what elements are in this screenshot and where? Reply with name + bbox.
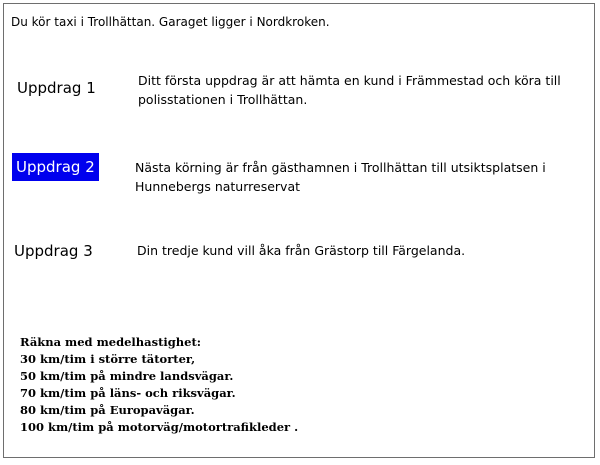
task-3-button[interactable]: Uppdrag 3 [14,242,93,260]
speed-info [20,334,298,436]
task-1-button[interactable]: Uppdrag 1 [17,79,96,97]
task-2-button[interactable]: Uppdrag 2 [12,153,99,181]
speed-line: 80 km/tim på Europavägar. [20,403,195,417]
task-panel [3,3,595,458]
speed-line: 100 km/tim på motorväg/motortrafikleder . [20,420,299,434]
task-2-description: Nästa körning är från gästhamnen i Trollhättan till utsiktsplatsen i Hunnebergs naturreservat [135,160,546,194]
speed-heading: Räkna med medelhastighet: [20,335,202,349]
speed-line: 50 km/tim på mindre landsvägar. [20,369,234,383]
speed-line: 30 km/tim i större tätorter, [20,352,196,366]
speed-line: 70 km/tim på läns- och riksvägar. [20,386,236,400]
task-1-description: Ditt första uppdrag är att hämta en kund i Främmestad och köra till polisstationen i Trollhättan. [138,73,561,107]
task-3-description: Din tredje kund vill åka från Grästorp till Färgelanda. [137,243,466,258]
intro-text: Du kör taxi i Trollhättan. Garaget ligger i Nordkroken. [11,15,330,29]
